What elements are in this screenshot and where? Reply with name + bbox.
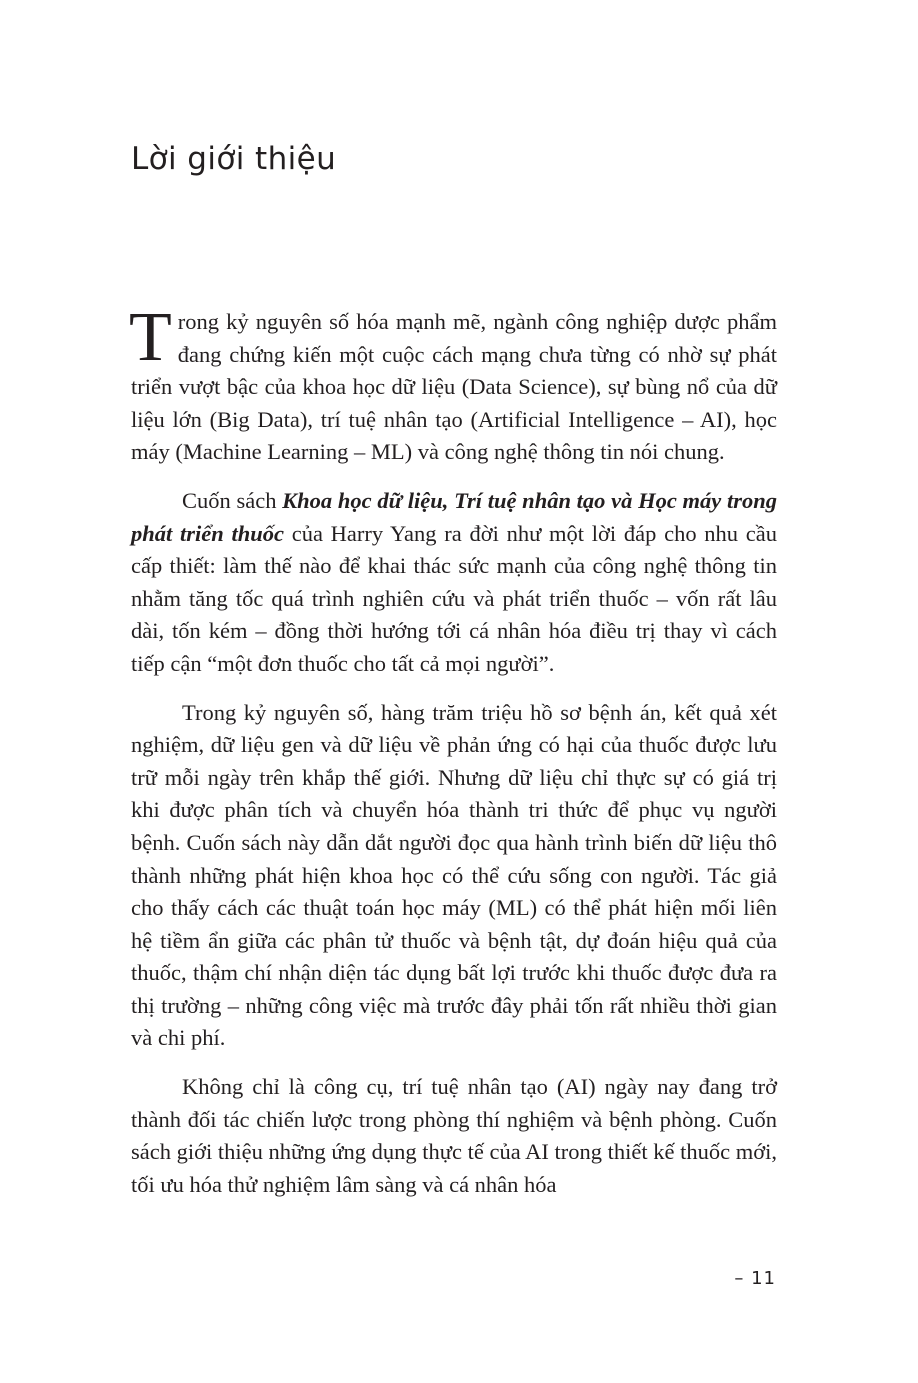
paragraph-ai-partner: Không chỉ là công cụ, trí tuệ nhân tạo (AI) ngày nay đang trở thành đối tác chiến lược trong phòng thí nghiệm và bệnh phòng. Cuốn sách giới thiệu những ứng dụng thực tế của AI trong thiết kế thuốc mới, tối ưu hóa thử nghiệm lâm sàng và cá nhân hóa: [131, 1074, 777, 1197]
paragraph-data-era: Trong kỷ nguyên số, hàng trăm triệu hồ sơ bệnh án, kết quả xét nghiệm, dữ liệu gen và dữ liệu về phản ứng có hại của thuốc được lưu trữ mỗi ngày trên khắp thế giới. Nhưng dữ liệu chỉ thực sự có giá trị khi được phân tích và chuyển hóa thành tri thức để phục vụ người bệnh. Cuốn sách này dẫn dắt người đọc qua hành trình biến dữ liệu thô thành những phát hiện khoa học có thể cứu sống con người. Tác giả cho thấy cách các thuật toán học máy (ML) có thể phát hiện mối liên hệ tiềm ẩn giữa các phân tử thuốc và bệnh tật, dự đoán hiệu quả của thuốc, thậm chí nhận diện tác dụng bất lợi trước khi thuốc được đưa ra thị trường – những công việc mà trước đây phải tốn rất nhiều thời gian và chi phí.: [131, 699, 777, 1051]
paragraph-rest: của Harry Yang ra đời như một lời đáp cho nhu cầu cấp thiết: làm thế nào để khai thác sức mạnh của công nghệ thông tin nhằm tăng tốc quá trình nghiên cứu và phát triển thuốc – vốn rất lâu dài, tốn kém – đồng thời hướng tới cá nhân hóa điều trị thay vì cách tiếp cận “một đơn thuốc cho tất cả mọi người”.: [131, 520, 777, 676]
chapter-title: Lời giới thiệu: [131, 141, 337, 177]
paragraph-intro-text: rong kỷ nguyên số hóa mạnh mẽ, ngành công nghiệp dược phẩm đang chứng kiến một cuộc cách mạng chưa từng có nhờ sự phát triển vượt bậc của khoa học dữ liệu (Data Science), sự bùng nổ của dữ liệu lớn (Big Data), trí tuệ nhân tạo (Artificial Intelligence – AI), học máy (Machine Learning – ML) và công nghệ thông tin nói chung.: [131, 309, 777, 465]
paragraph-lead: Cuốn sách: [182, 487, 283, 513]
page-number: – 11: [734, 1268, 776, 1289]
body-text: [129, 299, 777, 1217]
paragraph-book-description: [131, 485, 777, 681]
paragraph-intro: [129, 299, 777, 469]
book-title: Khoa học dữ liệu, Trí tuệ nhân tạo và Học máy trong phát triển thuốc: [131, 487, 777, 546]
drop-cap: T: [129, 299, 172, 376]
